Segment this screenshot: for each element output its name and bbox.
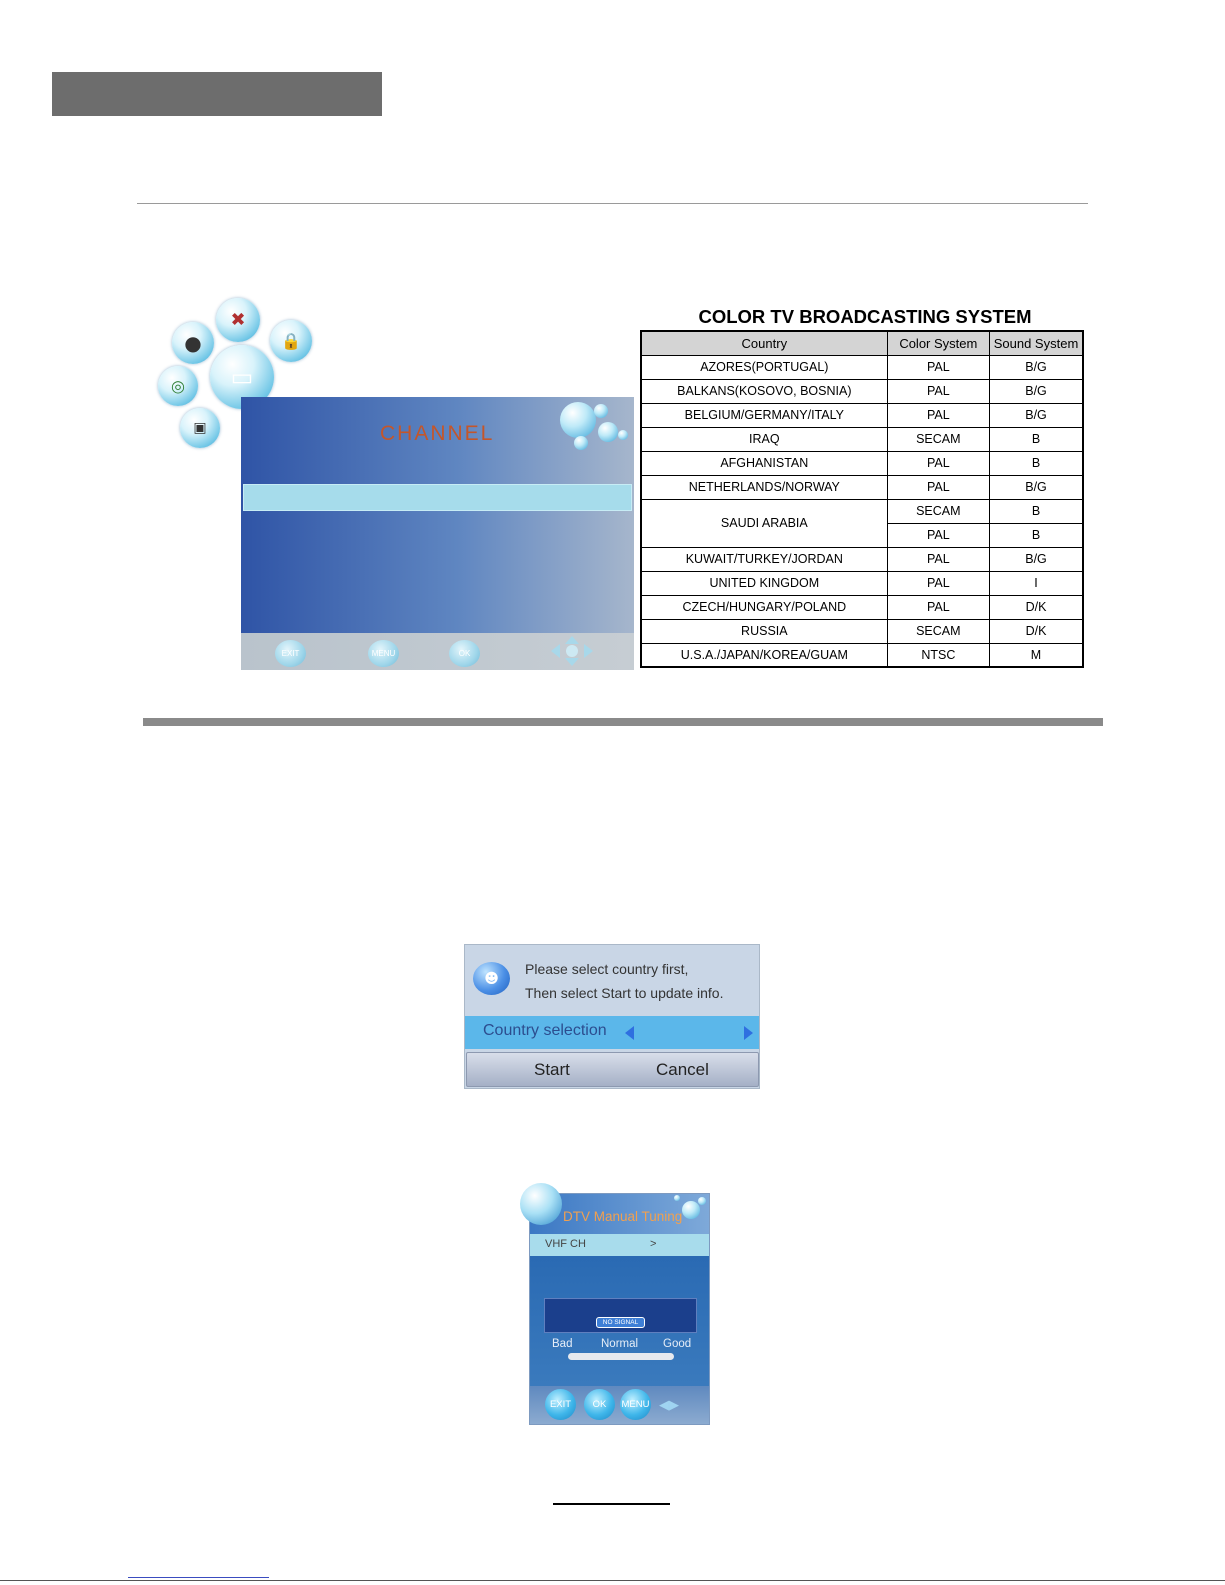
arrow-right-icon[interactable] <box>744 1026 753 1040</box>
color-system-cell: PAL <box>887 571 989 595</box>
table-row <box>641 619 1083 643</box>
broadcast-system-table <box>640 330 1084 668</box>
menu-button[interactable]: MENU <box>620 1389 651 1420</box>
bottom-divider <box>0 1580 1225 1581</box>
color-system-cell: SECAM <box>887 619 989 643</box>
sound-system-cell: I <box>990 571 1083 595</box>
sound-system-cell: B/G <box>990 379 1083 403</box>
vhf-channel-label: VHF CH <box>545 1238 586 1250</box>
camera-icon[interactable]: ▣ <box>180 408 220 448</box>
color-system-cell: PAL <box>887 355 989 379</box>
monitor-icon[interactable]: ▭ <box>210 345 274 409</box>
bubbles-decoration-icon <box>560 400 635 455</box>
color-system-cell: PAL <box>887 595 989 619</box>
chevron-right-icon[interactable]: > <box>650 1238 657 1250</box>
lock-icon[interactable]: 🔒 <box>270 320 312 362</box>
country-cell: SAUDI ARABIA <box>641 499 887 547</box>
header-sound-system: Sound System <box>990 331 1083 355</box>
color-system-cell: SECAM <box>887 427 989 451</box>
sound-system-cell: M <box>990 643 1083 667</box>
country-cell: BELGIUM/GERMANY/ITALY <box>641 403 887 427</box>
table-row <box>641 451 1083 475</box>
broadcast-table-title: COLOR TV BROADCASTING SYSTEM <box>698 306 1032 327</box>
country-cell: AFGHANISTAN <box>641 451 887 475</box>
start-button[interactable]: Start <box>534 1060 570 1079</box>
dialog-message-line2: Then select Start to update info. <box>525 985 724 1001</box>
color-system-cell: NTSC <box>887 643 989 667</box>
info-face-icon: ☻ <box>473 962 510 995</box>
table-row <box>641 643 1083 667</box>
table-row <box>641 403 1083 427</box>
antenna-icon <box>520 1183 562 1225</box>
quality-bad-label: Bad <box>552 1338 573 1350</box>
table-row <box>641 595 1083 619</box>
channel-selected-row[interactable] <box>243 484 632 511</box>
ok-button[interactable]: OK <box>449 640 480 667</box>
table-header-row <box>641 331 1083 355</box>
left-right-arrows-icon[interactable]: ◀▶ <box>659 1398 679 1413</box>
country-cell: AZORES(PORTUGAL) <box>641 355 887 379</box>
table-row <box>641 379 1083 403</box>
country-cell: IRAQ <box>641 427 887 451</box>
section-header-bar <box>52 72 382 116</box>
section-divider <box>143 718 1103 726</box>
table-row <box>641 475 1083 499</box>
page-number-line <box>553 1503 670 1505</box>
country-cell: CZECH/HUNGARY/POLAND <box>641 595 887 619</box>
sound-system-cell: B <box>990 451 1083 475</box>
top-divider <box>137 203 1088 204</box>
sound-system-cell: D/K <box>990 595 1083 619</box>
menu-button[interactable]: MENU <box>368 640 399 667</box>
sound-system-cell: B/G <box>990 403 1083 427</box>
no-signal-badge: NO SIGNAL <box>596 1317 645 1328</box>
sound-system-cell: B <box>990 499 1083 523</box>
table-row <box>641 547 1083 571</box>
footer-link-underline <box>128 1577 269 1578</box>
sound-system-cell: B <box>990 523 1083 547</box>
color-system-cell: PAL <box>887 475 989 499</box>
cancel-button[interactable]: Cancel <box>656 1060 709 1079</box>
arrow-left-icon[interactable] <box>625 1026 634 1040</box>
channel-menu-title: CHANNEL <box>380 422 495 445</box>
color-system-cell: PAL <box>887 451 989 475</box>
country-cell: NETHERLANDS/NORWAY <box>641 475 887 499</box>
table-row <box>641 427 1083 451</box>
color-system-cell: SECAM <box>887 499 989 523</box>
headphones-icon[interactable]: ◎ <box>158 366 198 406</box>
country-cell: RUSSIA <box>641 619 887 643</box>
header-color-system: Color System <box>887 331 989 355</box>
sound-system-cell: B <box>990 427 1083 451</box>
quality-good-label: Good <box>663 1338 692 1350</box>
exit-button[interactable]: EXIT <box>275 640 306 667</box>
country-cell: BALKANS(KOSOVO, BOSNIA) <box>641 379 887 403</box>
table-row <box>641 355 1083 379</box>
dtv-title: DTV Manual Tuning <box>563 1209 683 1224</box>
sound-system-cell: D/K <box>990 619 1083 643</box>
exit-button[interactable]: EXIT <box>545 1389 576 1420</box>
color-system-cell: PAL <box>887 379 989 403</box>
dialog-message-line1: Please select country first, <box>525 961 689 977</box>
quality-normal-label: Normal <box>601 1338 639 1350</box>
color-system-cell: PAL <box>887 403 989 427</box>
color-system-cell: PAL <box>887 523 989 547</box>
country-cell: KUWAIT/TURKEY/JORDAN <box>641 547 887 571</box>
sound-system-cell: B/G <box>990 475 1083 499</box>
sound-system-cell: B/G <box>990 355 1083 379</box>
table-row <box>641 571 1083 595</box>
dialog-button-bar <box>466 1052 759 1087</box>
country-selection-label: Country selection <box>483 1022 607 1039</box>
table-row <box>641 499 1083 523</box>
color-system-cell: PAL <box>887 547 989 571</box>
signal-quality-bar <box>568 1353 674 1360</box>
bubbles-decoration-icon <box>668 1193 710 1221</box>
tools-icon[interactable]: ✖ <box>216 298 260 342</box>
globe-icon[interactable]: ● <box>172 322 214 364</box>
country-cell: UNITED KINGDOM <box>641 571 887 595</box>
header-country: Country <box>641 331 887 355</box>
country-cell: U.S.A./JAPAN/KOREA/GUAM <box>641 643 887 667</box>
sound-system-cell: B/G <box>990 547 1083 571</box>
ok-button[interactable]: OK <box>584 1389 615 1420</box>
navigation-pad-icon[interactable] <box>548 634 596 668</box>
